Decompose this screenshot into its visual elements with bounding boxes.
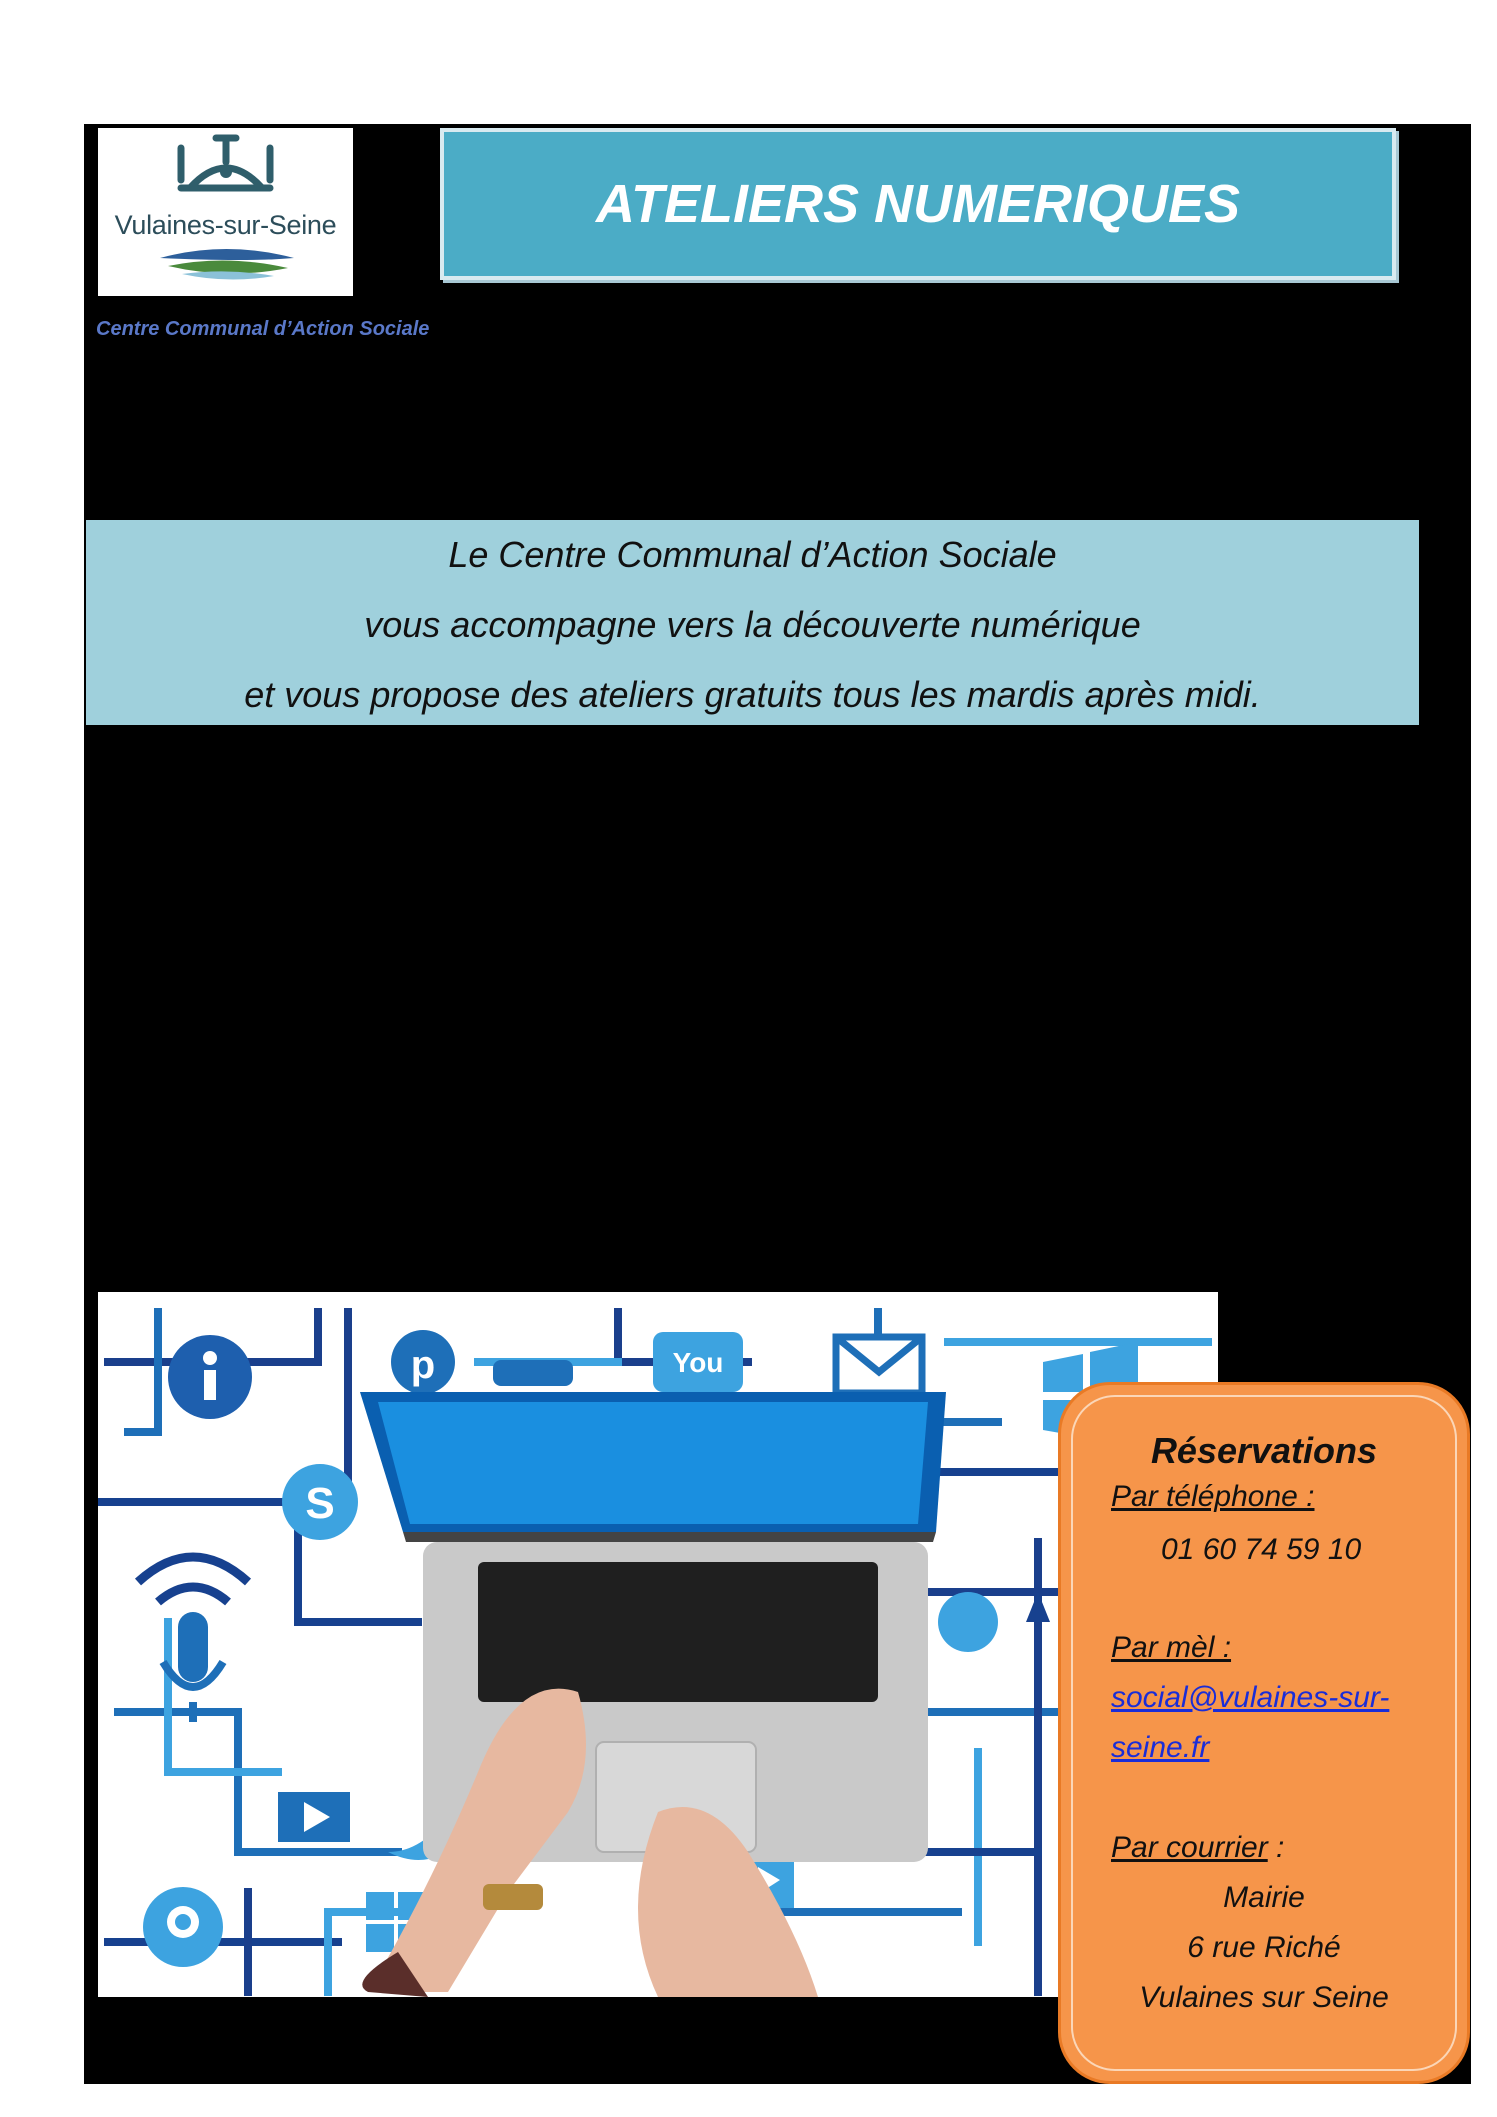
email-link-line-2[interactable]: seine.fr: [1111, 1731, 1210, 1764]
intro-line-3: et vous propose des ateliers gratuits tous les mardis après midi.: [244, 674, 1261, 715]
address-line-3: Vulaines sur Seine: [1139, 1981, 1389, 2014]
logo-wordmark: Vulaines-sur-Seine: [114, 210, 337, 240]
pinterest-icon: [391, 1330, 455, 1394]
email-link-line-1[interactable]: social@vulaines-sur-: [1111, 1681, 1390, 1714]
laptop-icon: [360, 1392, 946, 1862]
page-title: ATELIERS NUMERIQUES: [595, 174, 1241, 234]
svg-text:p: p: [410, 1343, 436, 1387]
wifi-microphone-icon: [138, 1557, 248, 1722]
mail-label: Par courrier: [1111, 1831, 1268, 1864]
youtube-icon: [653, 1332, 743, 1392]
intro-band: [86, 520, 1419, 725]
key-icon: [493, 1360, 573, 1386]
phone-number: 01 60 74 59 10: [1161, 1533, 1362, 1566]
ccas-caption: Centre Communal d’Action Sociale: [96, 318, 430, 340]
address-line-1: Mairie: [1223, 1881, 1305, 1914]
address-line-2: 6 rue Riché: [1187, 1931, 1341, 1964]
title-banner: [440, 128, 1396, 280]
intro-line-1: Le Centre Communal d’Action Sociale: [448, 534, 1057, 575]
vulaines-logo: [98, 128, 353, 296]
podcast-icon: [143, 1887, 223, 1967]
video-icon: [278, 1792, 350, 1842]
network-laptop-illustration: [98, 1292, 1218, 1997]
skype-icon: [282, 1464, 358, 1540]
svg-text:S: S: [305, 1479, 335, 1528]
reservations-title: Réservations: [1150, 1430, 1378, 1471]
email-label: Par mèl :: [1111, 1631, 1232, 1664]
intro-line-2: vous accompagne vers la découverte numérique: [364, 604, 1141, 645]
reservations-box: [1058, 1382, 1470, 2084]
info-icon: [168, 1335, 252, 1419]
mail-icon: [836, 1337, 922, 1393]
river-waves-icon: [98, 128, 353, 296]
digital-workshop-illustration: [98, 1292, 1218, 1997]
svg-text:You: You: [672, 1347, 724, 1378]
mail-label-row: [1111, 1831, 1284, 1865]
phone-label: Par téléphone :: [1111, 1480, 1315, 1513]
apple-icon: [938, 1592, 998, 1652]
mail-label-colon: :: [1267, 1831, 1285, 1864]
